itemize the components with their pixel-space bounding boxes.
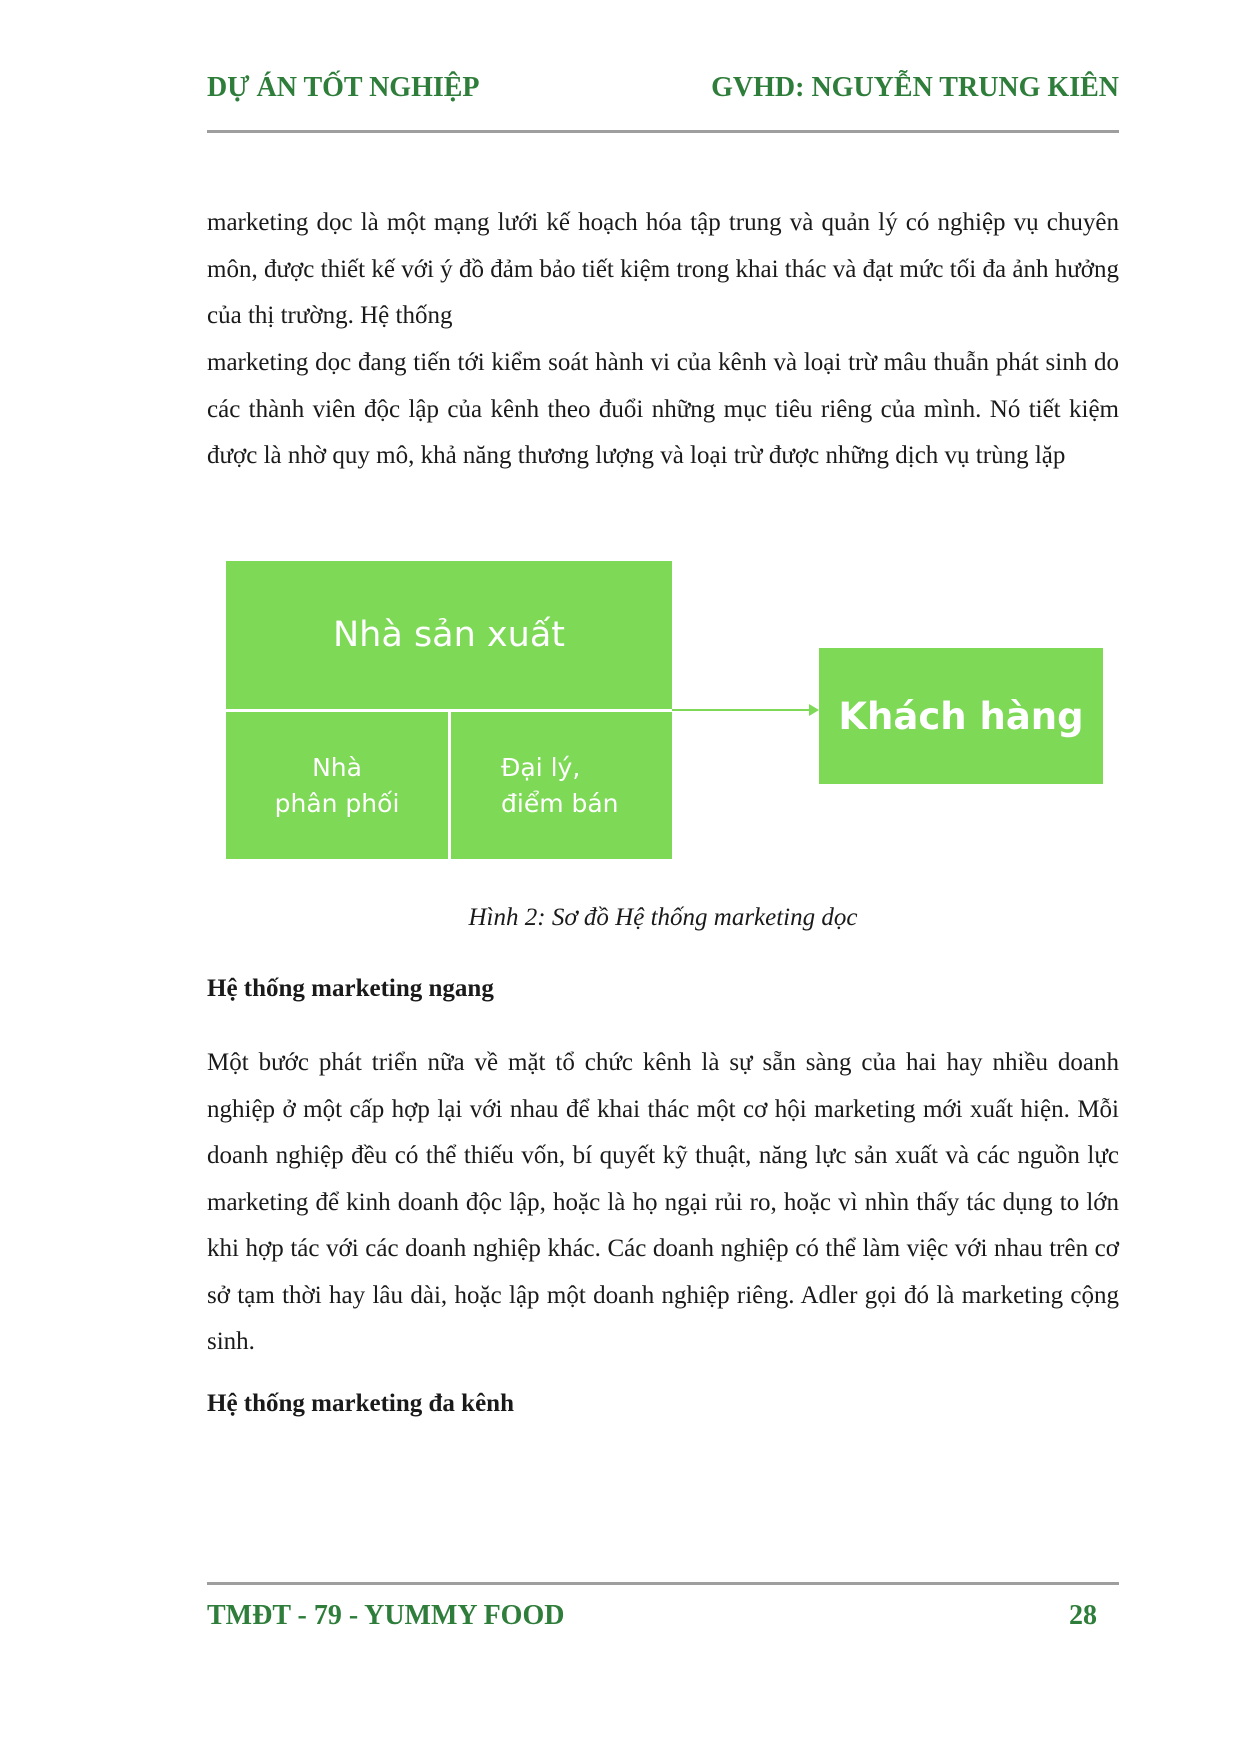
agent-label-line2: điểm bán [501,788,619,818]
customer-box [819,648,1103,784]
agent-label-line1: Đại lý, [501,752,581,782]
subheading-horizontal-marketing: Hệ thống marketing ngang [207,975,494,1002]
footer-project-name: TMĐT - 79 - YUMMY FOOD [207,1600,565,1631]
page-header [207,72,1119,112]
vertical-marketing-diagram [226,561,1106,861]
figure-caption: Hình 2: Sơ đồ Hệ thống marketing dọc [468,904,858,931]
arrow-right-icon [809,704,819,716]
flow-arrow-line [672,709,811,711]
distributor-label-line1: Nhà [312,752,362,782]
header-divider [207,130,1119,133]
header-supervisor: GVHD: NGUYỄN TRUNG KIÊN [711,72,1119,103]
producer-label: Nhà sản xuất [333,615,565,655]
producer-box [226,561,672,709]
page-number: 28 [1069,1600,1097,1631]
paragraph-horizontal-marketing: Một bước phát triển nữa về mặt tổ chức kênh là sự sẵn sàng của hai hay nhiều doanh nghiệp ở một cấp hợp lại với nhau để khai thác một cơ hội marketing mới xuất hiện. Mỗi doanh nghiệp đều có thể thiếu vốn, bí quyết kỹ thuật, năng lực sản xuất và các nguồn lực marketing để kinh doanh độc lập, hoặc là họ ngại rủi ro, hoặc vì nhìn thấy tác dụng to lớn khi hợp tác với các doanh nghiệp khác. Các doanh nghiệp có thể làm việc với nhau trên cơ sở tạm thời hay lâu dài, hoặc lập một doanh nghiệp riêng. Adler gọi đó là marketing cộng sinh. [207,1049,1119,1355]
distributor-box [226,712,448,859]
paragraph-vertical-marketing-1: marketing dọc là một mạng lưới kế hoạch hóa tập trung và quản lý có nghiệp vụ chuyên môn, được thiết kế với ý đồ đảm bảo tiết kiệm trong khai thác và đạt mức tối đa ảnh hưởng của thị trường. Hệ thống [207,209,1119,329]
agent-box [451,712,672,859]
distributor-label-line2: phân phối [274,788,400,818]
subheading-multichannel-marketing: Hệ thống marketing đa kênh [207,1390,514,1417]
header-project-title: DỰ ÁN TỐT NGHIỆP [207,72,480,103]
footer-divider [207,1582,1119,1585]
customer-label: Khách hàng [838,694,1084,738]
paragraph-vertical-marketing-2: marketing dọc đang tiến tới kiểm soát hành vi của kênh và loại trừ mâu thuẫn phát sinh do các thành viên độc lập của kênh theo đuổi những mục tiêu riêng của mình. Nó tiết kiệm được là nhờ quy mô, khả năng thương lượng và loại trừ được những dịch vụ trùng lặp [207,349,1119,469]
page-footer [207,1600,1119,1640]
